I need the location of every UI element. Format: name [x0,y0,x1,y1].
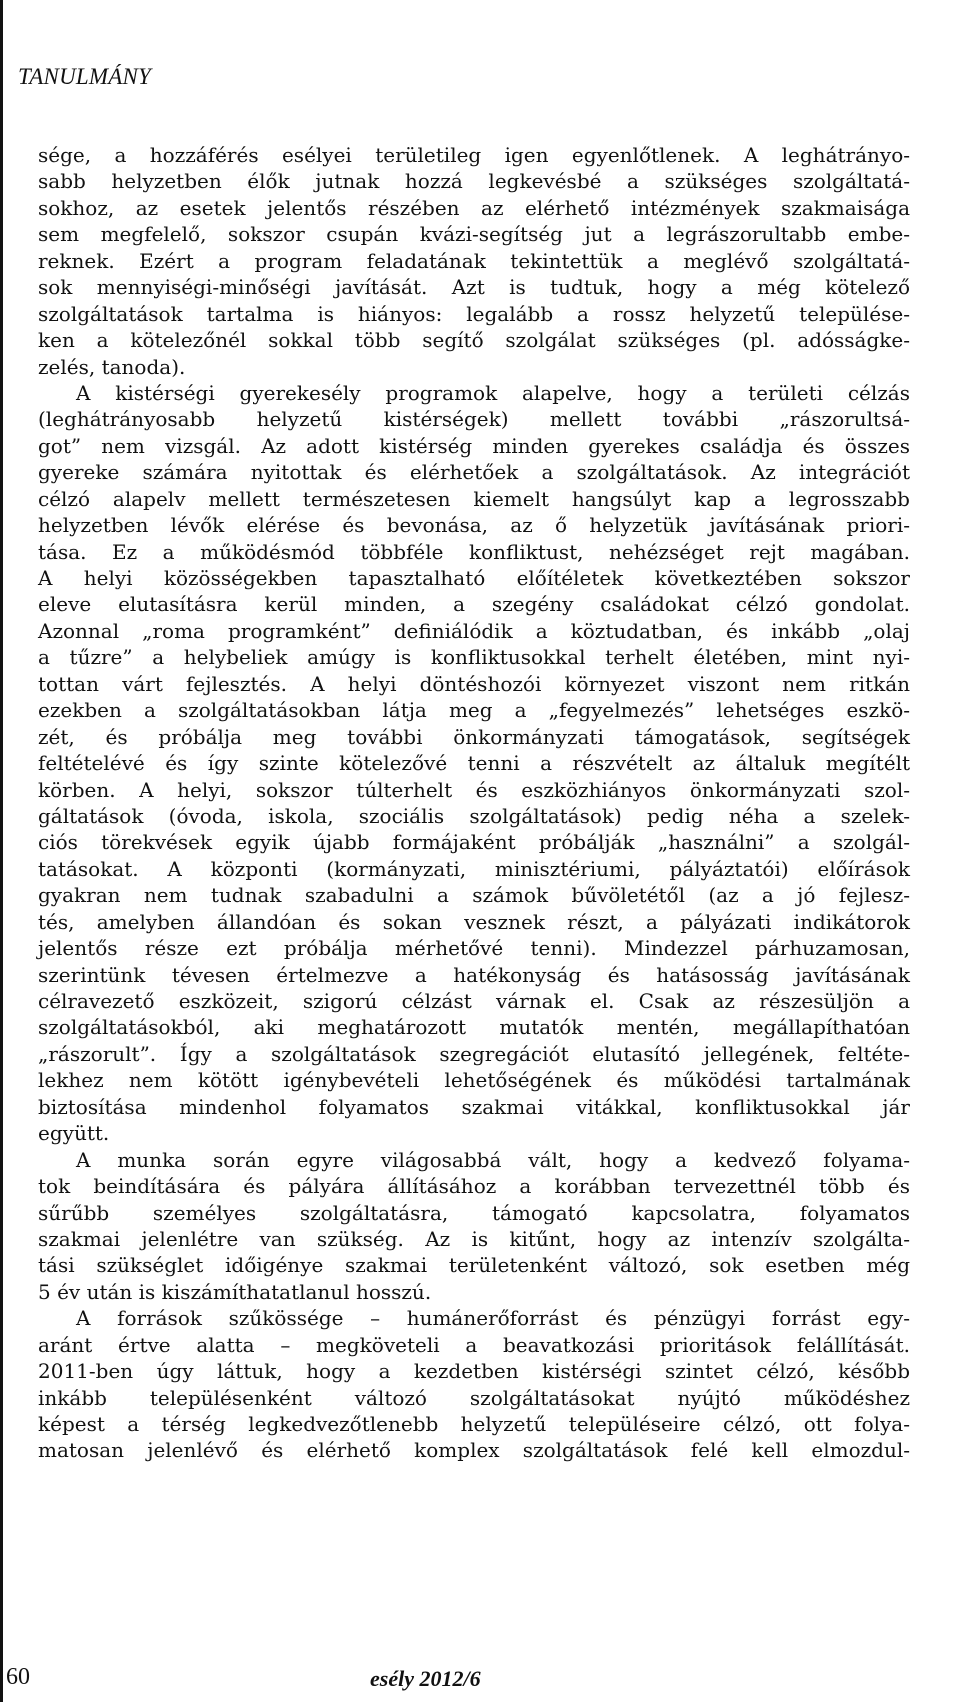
text-line: 5 év után is kiszámíthatatlanul hosszú. [38,1279,432,1304]
text-line: ciós törekvések egyik újabb formájaként próbálják „használni” a szolgál- [38,830,910,855]
text-line: ken a kötelezőnél sokkal több segítő szolgálat szükséges (pl. adósságke- [38,328,910,353]
text-line: képest a térség legkedvezőtlenebb helyzetű településeire célzó, ott folya- [38,1412,910,1436]
text-line: gáltatások (óvoda, iskola, szociális szolgáltatások) pedig néha a szelek- [38,803,910,828]
text-line: lekhez nem kötött igénybevételi lehetőségének és működési tartalmának [38,1068,910,1093]
text-line: a tűzre” a helybeliek amúgy is konfliktusokkal terhelt életében, mint nyi- [38,645,910,670]
text-line: tatásokat. A központi (kormányzati, minisztériumi, pályáztatói) előírások [38,856,910,881]
text-line: „rászorult”. Így a szolgáltatások szegregációt elutasító jellegének, feltéte- [38,1041,910,1066]
text-line: aránt értve alatta – megköveteli a beavatkozási prioritások felállítását. [38,1332,910,1357]
text-line: jelentős része ezt próbálja mérhetővé tenni). Mindezzel párhuzamosan, [38,936,910,961]
text-line: tási szükséglet időigénye szakmai területenként változó, sok esetben még [38,1253,910,1278]
text-line: szolgáltatásokból, aki meghatározott mutatók mentén, megállapíthatóan [38,1015,910,1040]
text-line: biztosítása mindenhol folyamatos szakmai vitákkal, konfliktusokkal jár [38,1094,910,1119]
running-head: TANULMÁNY [18,64,152,89]
text-line: tása. Ez a működésmód többféle konfliktust, nehézséget rejt magában. [38,539,910,564]
text-line: got” nem vizsgál. Az adott kistérség minden gyerekes családja és összes [38,433,910,458]
text-line: célravezető eszközeit, szigorú célzást várnak el. Csak az részesüljön a [38,989,910,1013]
text-line: gyakran nem tudnak szabadulni a számok bűvöletétől (az a jó fejlesz- [38,883,910,908]
text-line: A források szűkössége – humánerőforrást és pénzügyi forrást egy- [76,1306,910,1331]
text-line: matosan jelenlévő és elérhető komplex szolgáltatások felé kell elmozdul- [38,1438,910,1463]
text-line: sabb helyzetben élők jutnak hozzá legkevésbé a szükséges szolgáltatá- [38,169,910,194]
text-line: inkább településenként változó szolgáltatásokat nyújtó működéshez [38,1385,910,1410]
text-line: eleve elutasításra kerül minden, a szegény családokat célzó gondolat. [38,592,910,617]
footer-journal-title: esély 2012/6 [370,1666,481,1691]
text-line: sok mennyiségi-minőségi javítását. Azt is tudtuk, hogy a még kötelező [38,275,910,300]
left-margin-rule [0,0,3,1702]
text-line: A helyi közösségekben tapasztalható előítéletek következtében sokszor [38,566,910,590]
page-number: 60 [6,1664,30,1690]
text-line: 2011-ben úgy láttuk, hogy a kezdetben kistérségi szintet célzó, később [38,1359,910,1384]
text-line: Azonnal „roma programként” definiálódik a köztudatban, és inkább „olaj [38,618,910,643]
text-line: célzó alapelv mellett természetesen kiemelt hangsúlyt kap a legrosszabb [38,486,910,511]
text-line: (leghátrányosabb helyzetű kistérségek) mellett további „rászorultsá- [38,407,910,432]
text-line: gyereke számára nyitottak és elérhetőek a szolgáltatások. Az integrációt [38,460,910,485]
text-line: tés, amelyben állandóan és sokan vesznek részt, a pályázati indikátorok [38,909,910,934]
text-line: együtt. [38,1121,110,1146]
text-line: zelés, tanoda). [38,354,186,379]
text-line: reknek. Ezért a program feladatának tekintettük a meglévő szolgáltatá- [38,248,910,273]
article-body [38,142,910,1464]
text-line: sége, a hozzáférés esélyei területileg igen egyenlőtlenek. A leghátrányo- [38,143,910,167]
text-line: sokhoz, az esetek jelentős részében az elérhető intézmények szakmaisága [38,195,910,220]
text-line: helyzetben lévők elérése és bevonása, az ő helyzetük javításának priori- [38,513,910,538]
text-line: körben. A helyi, sokszor túlterhelt és eszközhiányos önkormányzati szol- [38,777,910,802]
text-line: szolgáltatások tartalma is hiányos: legalább a rossz helyzetű települése- [38,301,910,326]
text-line: szerintünk tévesen értelmezve a hatékonyság és hatásosság javításának [38,962,910,987]
text-line: feltételévé és így szinte kötelezővé tenni a részvételt az általuk megítélt [38,751,910,776]
text-line: szakmai jelenlétre van szükség. Az is kitűnt, hogy az intenzív szolgálta- [38,1226,910,1251]
text-line: A munka során egyre világosabbá vált, hogy a kedvező folyama- [76,1147,910,1172]
text-line: tok beindítására és pályára állításához a korábban tervezettnél több és [38,1174,910,1199]
text-line: sem megfelelő, sokszor csupán kvázi-segítség jut a legrászorultabb embe- [38,222,910,247]
text-line: A kistérségi gyerekesély programok alapelve, hogy a területi célzás [76,380,910,405]
text-line: tottan várt fejlesztés. A helyi döntéshozói környezet viszont nem ritkán [38,671,910,696]
text-line: sűrűbb személyes szolgáltatásra, támogató kapcsolatra, folyamatos [38,1200,910,1225]
text-line: zét, és próbálja meg további önkormányzati támogatások, segítségek [38,724,910,749]
text-line: ezekben a szolgáltatásokban látja meg a „fegyelmezés” lehetséges eszkö- [38,698,910,723]
